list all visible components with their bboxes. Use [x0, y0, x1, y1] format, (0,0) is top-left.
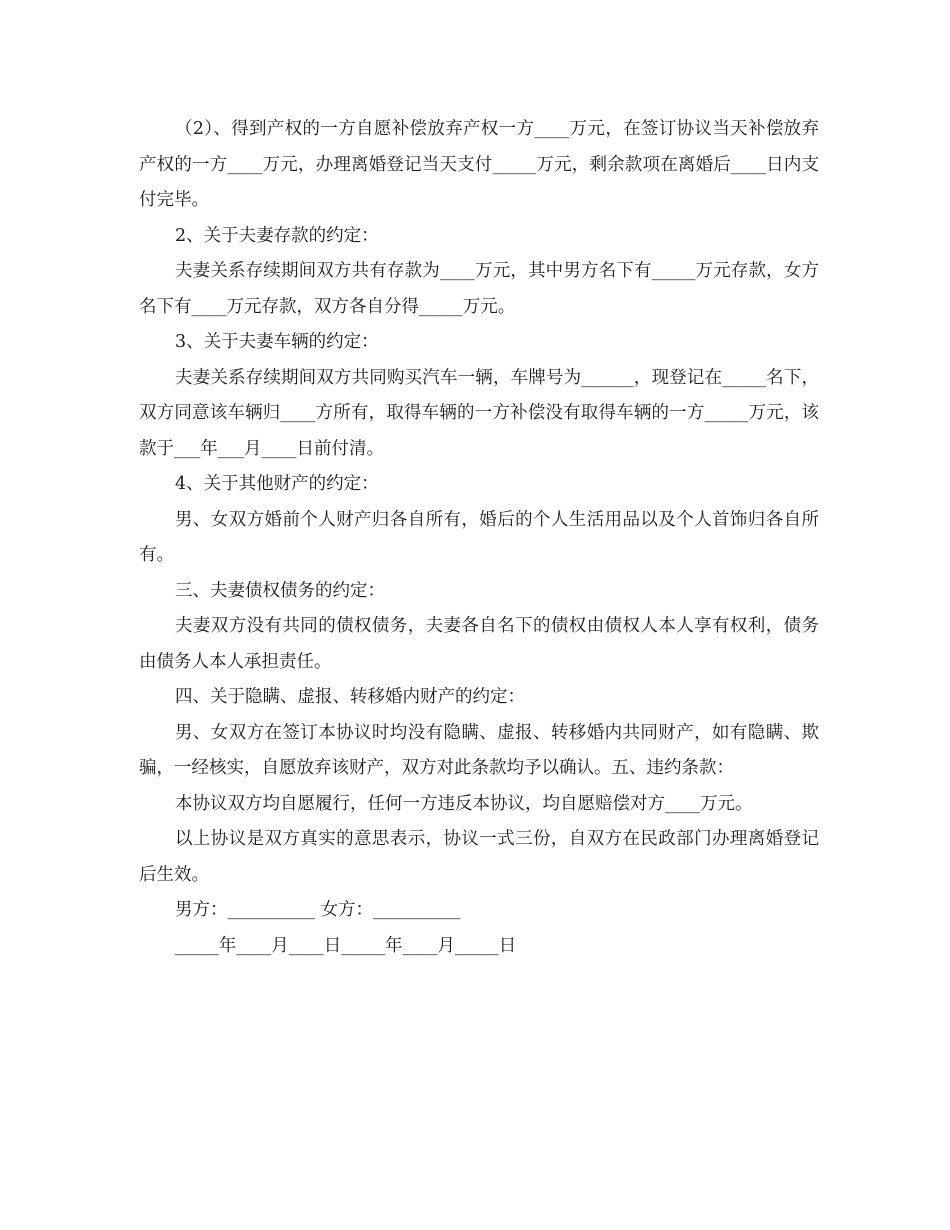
paragraph-other-property: 男、女双方婚前个人财产归各自所有，婚后的个人生活用品以及个人首饰归各自所有。 [139, 509, 819, 565]
date-line: _____年____月____日_____年____月_____日 [175, 935, 517, 956]
heading-concealment: 四、关于隐瞒、虚报、转移婚内财产的约定： [175, 687, 525, 707]
signature-line: 男方：__________ 女方：__________ [175, 900, 461, 920]
heading-vehicles: 3、关于夫妻车辆的约定： [175, 332, 379, 352]
paragraph-breach: 本协议双方均自愿履行，任何一方违反本协议，均自愿赔偿对方____万元。 [175, 793, 753, 814]
paragraph-deposits: 夫妻关系存续期间双方共有存款为____万元，其中男方名下有_____万元存款，女方名下有____万元存款，双方各自分得_____万元。 [139, 261, 819, 317]
document-body [139, 112, 819, 964]
paragraph-vehicles: 夫妻关系存续期间双方共同购买汽车一辆，车牌号为______，现登记在_____名下，双方同意该车辆归____方所有，取得车辆的一方补偿没有取得车辆的一方_____万元，该款于___年___月____日前付清。 [139, 367, 819, 459]
paragraph-effectiveness: 以上协议是双方真实的意思表示，协议一式三份，自双方在民政部门办理离婚登记后生效。 [139, 829, 819, 885]
heading-other-property: 4、关于其他财产的约定： [175, 474, 379, 494]
paragraph-debts: 夫妻双方没有共同的债权债务，夫妻各自名下的债权由债权人本人享有权利，债务由债务人本人承担责任。 [139, 616, 819, 672]
paragraph-concealment: 男、女双方在签订本协议时均没有隐瞒、虚报、转移婚内共同财产，如有隐瞒、欺骗，一经核实，自愿放弃该财产，双方对此条款均予以确认。五、违约条款： [139, 722, 819, 778]
heading-deposits: 2、关于夫妻存款的约定： [175, 225, 379, 246]
heading-debts: 三、夫妻债权债务的约定： [175, 580, 385, 601]
paragraph-property-compensation: （2）、得到产权的一方自愿补偿放弃产权一方____万元，在签订协议当天补偿放弃产权的一方____万元，办理离婚登记当天支付_____万元，剩余款项在离婚后____日内支付完毕。 [139, 119, 819, 210]
